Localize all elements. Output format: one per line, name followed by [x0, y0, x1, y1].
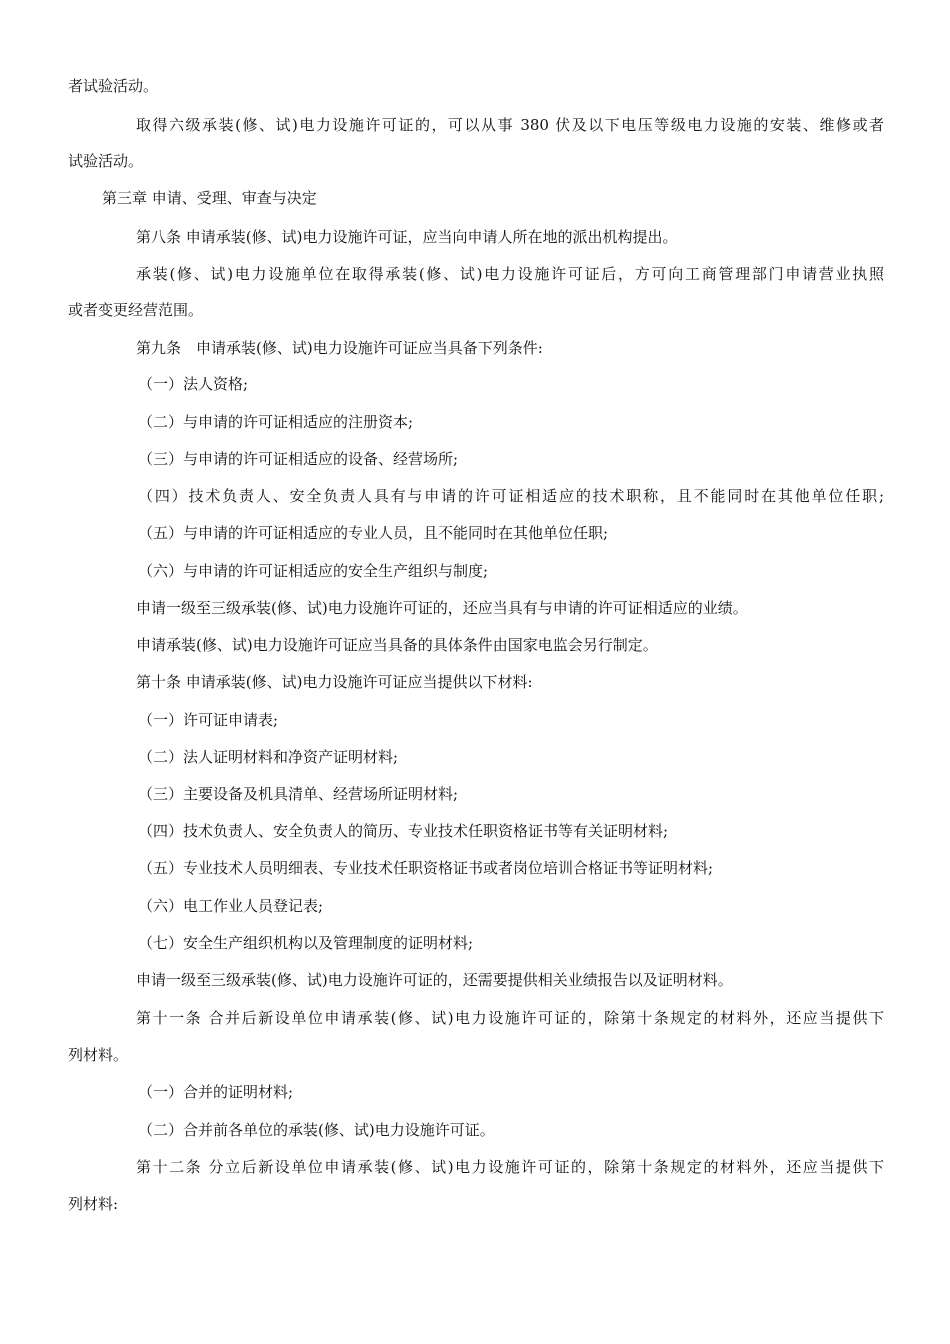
list-item: （三）与申请的许可证相适应的设备、经营场所; [138, 450, 459, 468]
text-line: 承装(修、试)电力设施单位在取得承装(修、试)电力设施许可证后，方可向工商管理部门申请营业执照 [136, 265, 884, 283]
text-line: 列材料: [68, 1195, 119, 1213]
text-line: 列材料。 [68, 1046, 129, 1064]
text-line: 或者变更经营范围。 [68, 301, 204, 319]
list-item: （五）与申请的许可证相适应的专业人员，且不能同时在其他单位任职; [138, 524, 609, 542]
text-line: 者试验活动。 [68, 77, 159, 95]
text-line: 申请一级至三级承装(修、试)电力设施许可证的，还应当具有与申请的许可证相适应的业绩。 [136, 599, 748, 617]
text-line: 第十二条 分立后新设单位申请承装(修、试)电力设施许可证的，除第十条规定的材料外，还应当提供下 [136, 1158, 884, 1176]
text-line: 第十一条 合并后新设单位申请承装(修、试)电力设施许可证的，除第十条规定的材料外，还应当提供下 [136, 1009, 884, 1027]
list-item: （一）许可证申请表; [138, 711, 279, 729]
text-line: 申请承装(修、试)电力设施许可证应当具备的具体条件由国家电监会另行制定。 [136, 636, 658, 654]
list-item: （二）与申请的许可证相适应的注册资本; [138, 413, 414, 431]
list-item: （一）合并的证明材料; [138, 1083, 294, 1101]
list-item: （六）电工作业人员登记表; [138, 897, 324, 915]
list-item: （七）安全生产组织机构以及管理制度的证明材料; [138, 934, 474, 952]
list-item: （四）技术负责人、安全负责人的简历、专业技术任职资格证书等有关证明材料; [138, 822, 669, 840]
list-item: （六）与申请的许可证相适应的安全生产组织与制度; [138, 562, 489, 580]
text-line: 第九条 申请承装(修、试)电力设施许可证应当具备下列条件: [136, 339, 543, 357]
chapter-heading: 第三章 申请、受理、审查与决定 [102, 189, 317, 207]
text-line: 第八条 申请承装(修、试)电力设施许可证，应当向申请人所在地的派出机构提出。 [136, 228, 678, 246]
text-line: 取得六级承装(修、试)电力设施许可证的，可以从事 380 伏及以下电压等级电力设施的安装、维修或者 [136, 116, 884, 134]
list-item: （二）法人证明材料和净资产证明材料; [138, 748, 399, 766]
list-item: （五）专业技术人员明细表、专业技术任职资格证书或者岗位培训合格证书等证明材料; [138, 859, 714, 877]
text-line: 第十条 申请承装(修、试)电力设施许可证应当提供以下材料: [136, 673, 533, 691]
list-item: （二）合并前各单位的承装(修、试)电力设施许可证。 [138, 1121, 495, 1139]
text-line: 试验活动。 [68, 152, 144, 170]
list-item: （四）技术负责人、安全负责人具有与申请的许可证相适应的技术职称，且不能同时在其他单位任职; [138, 487, 884, 505]
list-item: （一）法人资格; [138, 375, 249, 393]
text-line: 申请一级至三级承装(修、试)电力设施许可证的，还需要提供相关业绩报告以及证明材料。 [136, 971, 733, 989]
list-item: （三）主要设备及机具清单、经营场所证明材料; [138, 785, 459, 803]
